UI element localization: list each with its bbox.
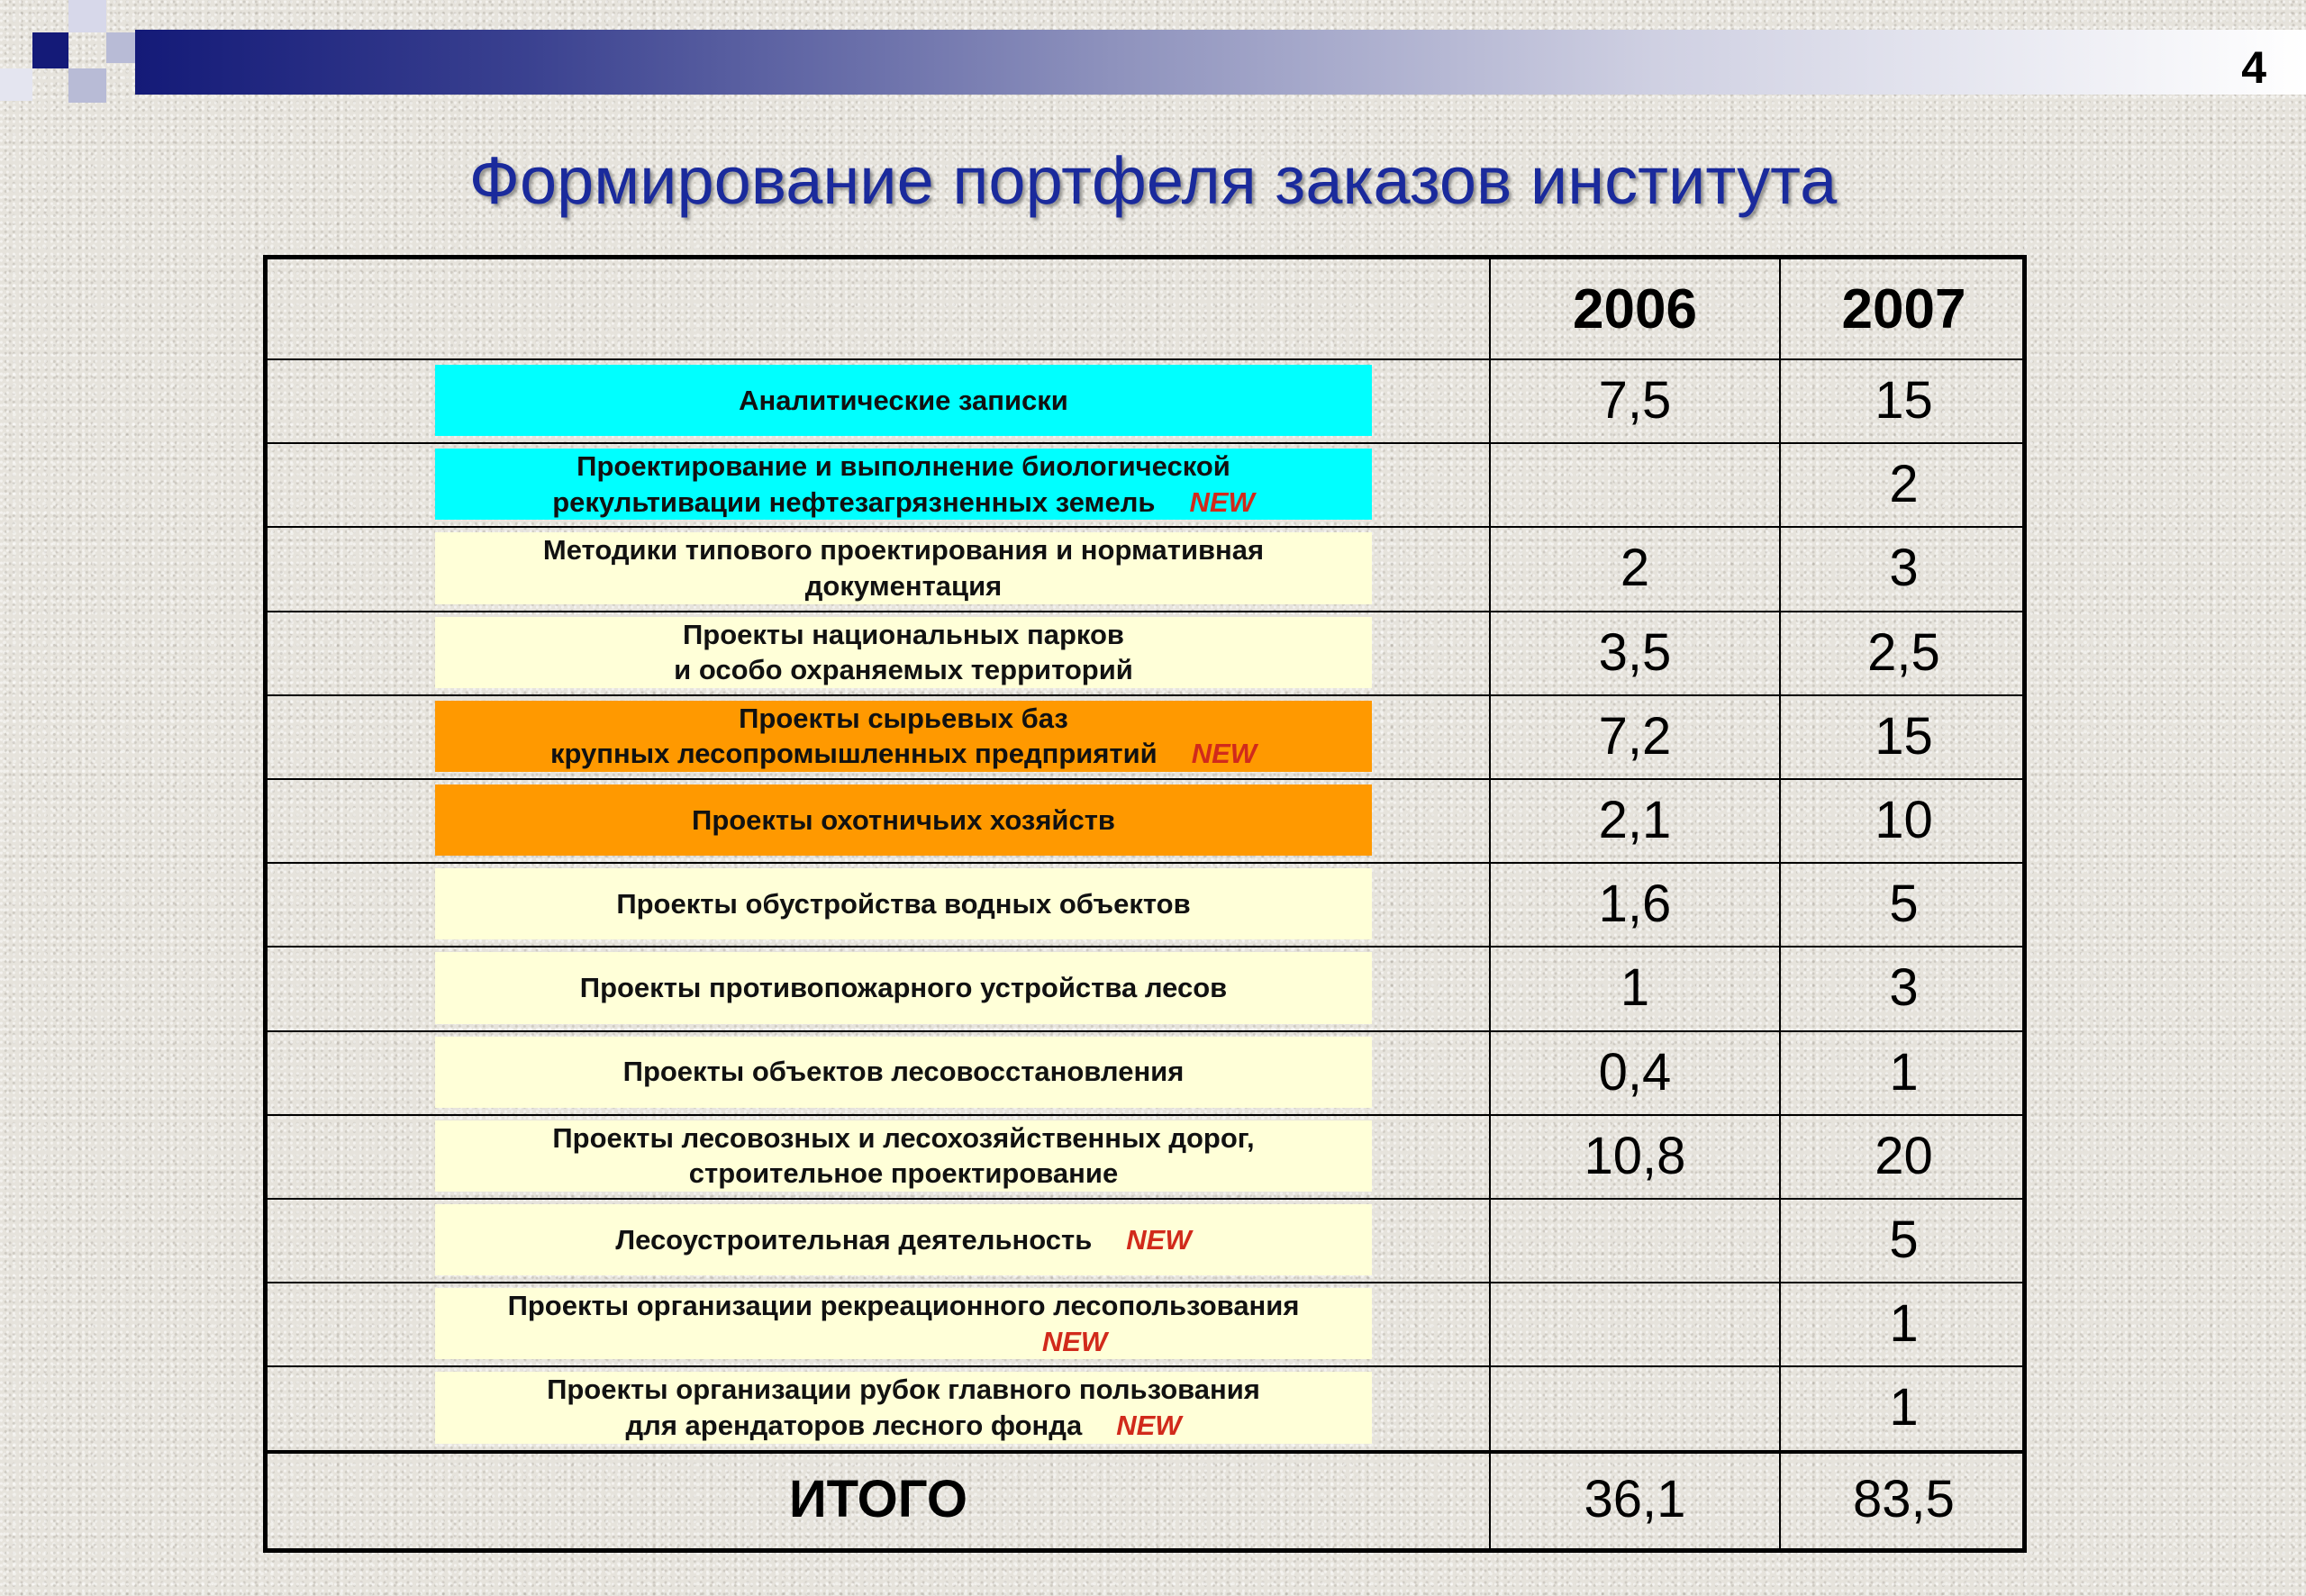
row-label-text: Проекты объектов лесовосстановления: [622, 1056, 1185, 1088]
decor-square: [68, 0, 106, 32]
orders-table: [263, 255, 2027, 1553]
row-label-line: [689, 1156, 1118, 1192]
value-2007: 15: [1875, 706, 1933, 766]
table-row: [268, 1282, 2022, 1365]
row-label-text: Проекты организации рубок главного пользования: [547, 1374, 1260, 1406]
value-2006: 7,5: [1598, 371, 1672, 431]
row-label-line: [805, 568, 1002, 604]
value-2006: 1: [1620, 958, 1650, 1018]
row-label: [435, 1037, 1372, 1108]
row-label-text: Проекты национальных парков: [683, 618, 1124, 650]
row-label-line: [616, 886, 1190, 922]
row-label-text: рекультивации нефтезагрязненных земель: [552, 485, 1156, 518]
value-2007: 3: [1889, 958, 1919, 1018]
row-label-text: Проекты охотничьих хозяйств: [692, 803, 1115, 836]
total-2006: 36,1: [1584, 1469, 1686, 1528]
row-label-line: [550, 736, 1257, 772]
header-2007: 2007: [1841, 277, 1966, 340]
row-label-text: Проекты противопожарного устройства лесов: [579, 972, 1228, 1004]
new-badge: NEW: [1041, 1325, 1108, 1357]
value-2006: 7,2: [1598, 706, 1672, 766]
row-label-line: [700, 1324, 1107, 1360]
total-divider: [268, 1450, 2022, 1454]
row-label-line: [508, 1288, 1300, 1324]
decor-square: [68, 68, 106, 103]
row-divider: [268, 1282, 2022, 1283]
row-label-line: [623, 1054, 1185, 1090]
decor-square: [0, 68, 32, 101]
table-row: [268, 358, 2022, 442]
new-badge: NEW: [1189, 485, 1255, 518]
row-label-line: [580, 970, 1227, 1006]
row-divider: [268, 778, 2022, 780]
row-divider: [268, 1198, 2022, 1200]
value-2007: 5: [1889, 1211, 1919, 1270]
value-2007: 15: [1875, 371, 1933, 431]
row-label: [435, 1288, 1372, 1359]
row-label-text: крупных лесопромышленных предприятий: [549, 738, 1158, 770]
row-label: [435, 1372, 1372, 1443]
value-2006: [1491, 1198, 1779, 1282]
row-label: [435, 868, 1372, 939]
row-divider: [268, 946, 2022, 948]
row-label: [435, 701, 1372, 772]
row-label: [435, 617, 1372, 688]
row-label-line: [692, 803, 1115, 839]
row-label-text: Проекты организации рекреационного лесопользования: [507, 1290, 1300, 1322]
value-2007: 20: [1875, 1126, 1933, 1185]
row-label-text: Проекты сырьевых баз: [739, 702, 1068, 734]
row-label-line: [552, 485, 1255, 521]
row-label: [435, 449, 1372, 520]
table-row: [268, 526, 2022, 610]
row-label-text: для арендаторов лесного фонда: [625, 1409, 1083, 1441]
row-label-line: [615, 1222, 1191, 1258]
value-2007: 1: [1889, 1042, 1919, 1102]
row-label-text: Проектирование и выполнение биологической: [576, 450, 1230, 483]
row-label-line: [543, 532, 1264, 568]
row-divider: [268, 526, 2022, 528]
table-row: [268, 946, 2022, 1029]
total-row: [268, 1450, 2022, 1548]
value-2006: 10,8: [1584, 1126, 1686, 1185]
row-label-line: [547, 1372, 1260, 1408]
row-label-text: Лесоустроительная деятельность: [615, 1223, 1093, 1256]
slide-number: 4: [2241, 42, 2266, 93]
value-2007: 5: [1889, 875, 1919, 934]
value-2006: 2,1: [1598, 791, 1672, 850]
value-2006: [1491, 1282, 1779, 1365]
row-label: [435, 532, 1372, 603]
row-label: [435, 1120, 1372, 1192]
row-label-line: [576, 449, 1230, 485]
row-divider: [268, 358, 2022, 360]
value-2007: 10: [1875, 791, 1933, 850]
row-divider: [268, 862, 2022, 864]
row-label-text: Методики типового проектирования и нормативная: [542, 534, 1265, 567]
row-label: [435, 365, 1372, 436]
header-2006: 2006: [1573, 277, 1697, 340]
row-label-text: и особо охраняемых территорий: [674, 654, 1133, 686]
new-badge: NEW: [1116, 1409, 1182, 1441]
new-badge: NEW: [1126, 1223, 1192, 1256]
value-2006: [1491, 1365, 1779, 1449]
value-2007: 2,5: [1867, 622, 1940, 682]
value-2006: [1491, 442, 1779, 526]
header-banner: [135, 30, 2306, 95]
row-label-line: [625, 1408, 1181, 1444]
value-2006: 1,6: [1598, 875, 1672, 934]
row-label-text: Аналитические записки: [739, 384, 1068, 416]
row-label-line: [683, 617, 1124, 653]
row-label-text: Проекты лесовозных и лесохозяйственных дорог,: [552, 1121, 1255, 1154]
total-2007: 83,5: [1853, 1469, 1955, 1528]
row-label-text: строительное проектирование: [688, 1157, 1119, 1190]
total-label: ИТОГО: [788, 1469, 967, 1528]
table-row: [268, 1114, 2022, 1198]
row-divider: [268, 1365, 2022, 1367]
row-label-line: [552, 1120, 1254, 1156]
value-2006: 2: [1620, 539, 1650, 598]
table-row: [268, 442, 2022, 526]
table-row: [268, 778, 2022, 862]
row-divider: [268, 694, 2022, 696]
row-label-text: Проекты обустройства водных объектов: [616, 887, 1191, 920]
row-label: [435, 1204, 1372, 1275]
row-divider: [268, 1114, 2022, 1116]
table-row: [268, 611, 2022, 694]
slide-title: Формирование портфеля заказов института: [468, 143, 1838, 218]
decor-square: [32, 32, 68, 68]
table-row: [268, 1030, 2022, 1114]
row-label: [435, 952, 1372, 1023]
decor-square: [106, 32, 135, 63]
value-2007: 2: [1889, 455, 1919, 514]
table-row: [268, 1365, 2022, 1449]
row-divider: [268, 442, 2022, 444]
row-label: [435, 784, 1372, 856]
value-2007: 1: [1889, 1378, 1919, 1437]
table-header-row: [268, 259, 2022, 358]
value-2007: 3: [1889, 539, 1919, 598]
row-divider: [268, 611, 2022, 612]
value-2006: 0,4: [1598, 1042, 1672, 1102]
row-label-line: [739, 383, 1068, 419]
new-badge: NEW: [1191, 738, 1257, 770]
row-label-line: [739, 701, 1068, 737]
table-row: [268, 862, 2022, 946]
table-row: [268, 694, 2022, 778]
row-label-line: [674, 652, 1133, 688]
table-row: [268, 1198, 2022, 1282]
value-2007: 1: [1889, 1294, 1919, 1354]
value-2006: 3,5: [1598, 622, 1672, 682]
row-label-text: документация: [804, 569, 1003, 602]
row-divider: [268, 1030, 2022, 1032]
